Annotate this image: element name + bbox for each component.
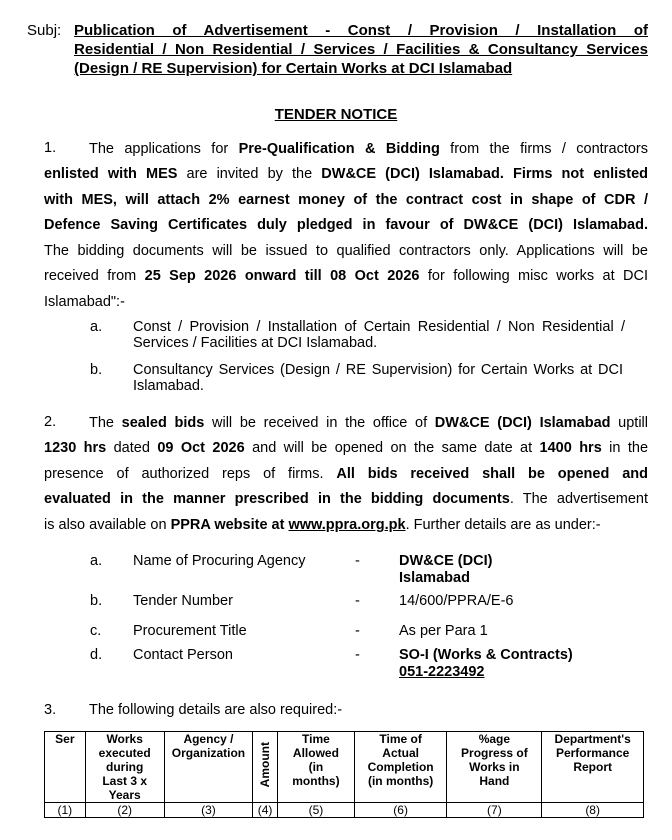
para3-number: 3. <box>44 702 57 718</box>
para1-item-a: Const / Provision / Installation of Certain Residential / Non Residential / Services / Facilities at DCI Islamabad. <box>133 319 625 351</box>
table-number-row <box>45 803 644 818</box>
detail-a-dash: - <box>355 553 360 569</box>
col-number: (7) <box>447 803 542 818</box>
detail-d-letter: d. <box>90 647 103 663</box>
header-agency: Agency / Organization <box>164 732 252 803</box>
col-number: (4) <box>253 803 278 818</box>
detail-d-value: SO-I (Works & Contracts) 051-2223492 <box>399 647 573 680</box>
para2-line-1: The sealed bids will be received in the office of DW&CE (DCI) Islamabad uptill <box>89 415 649 431</box>
para2-line-2: 1230 hrs dated 09 Oct 2026 and will be opened on the same date at 1400 hrs in the <box>44 440 649 456</box>
col-number: (5) <box>278 803 355 818</box>
para1-line-7: Islamabad":- <box>44 294 125 310</box>
header-performance-report: Department's Performance Report <box>542 732 644 803</box>
subject-line-2: Residential / Non Residential / Services / Facilities & Consultancy Services <box>74 41 648 58</box>
para2-number: 2. <box>44 414 57 430</box>
para2-line-3: presence of authorized reps of firms. All bids received shall be opened and <box>44 466 648 482</box>
detail-c-letter: c. <box>90 623 102 639</box>
para3-text: The following details are also required:- <box>89 702 343 718</box>
para1-item-b-letter: b. <box>90 362 103 378</box>
detail-a-label: Name of Procuring Agency <box>133 553 306 569</box>
detail-c-label: Procurement Title <box>133 623 247 639</box>
contact-phone: 051-2223492 <box>399 664 485 680</box>
para1-line-1: The applications for Pre-Qualification & Bidding from the firms / contractors <box>89 141 648 157</box>
para1-number: 1. <box>44 140 57 156</box>
header-time-allowed: Time Allowed (in months) <box>278 732 355 803</box>
col-number: (1) <box>45 803 86 818</box>
para2-line-5: is also available on PPRA website at www.ppra.org.pk. Further details are as under:- <box>44 517 601 533</box>
detail-a-letter: a. <box>90 553 103 569</box>
para1-line-5: The bidding documents will be issued to qualified contractors only. Applications will be <box>44 243 648 259</box>
header-amount: Amount <box>253 732 278 803</box>
page-title: TENDER NOTICE <box>274 106 398 123</box>
detail-b-value: 14/600/PPRA/E-6 <box>399 593 514 609</box>
detail-b-letter: b. <box>90 593 103 609</box>
para1-line-6: received from 25 Sep 2026 onward till 08 Oct 2026 for following misc works at DCI <box>44 268 648 284</box>
para1-line-4: Defence Saving Certificates duly pledged in favour of DW&CE (DCI) Islamabad. <box>44 217 648 233</box>
header-actual-completion: Time of Actual Completion (in months) <box>354 732 447 803</box>
para1-item-a-letter: a. <box>90 319 103 335</box>
header-progress: %age Progress of Works in Hand <box>447 732 542 803</box>
subject-label: Subj: <box>27 22 62 39</box>
subject-line-1: Publication of Advertisement - Const / Provision / Installation of <box>74 22 648 39</box>
requirements-table <box>44 731 644 818</box>
detail-b-label: Tender Number <box>133 593 233 609</box>
detail-d-dash: - <box>355 647 360 663</box>
header-works-executed: Works executed during Last 3 x Years <box>85 732 164 803</box>
col-number: (6) <box>354 803 447 818</box>
para1-item-b: Consultancy Services (Design / RE Supervision) for Certain Works at DCI Islamabad. <box>133 362 623 394</box>
header-ser: Ser <box>45 732 86 803</box>
para2-line-4: evaluated in the manner prescribed in the bidding documents. The advertisement <box>44 491 648 507</box>
detail-d-label: Contact Person <box>133 647 233 663</box>
col-number: (8) <box>542 803 644 818</box>
col-number: (3) <box>164 803 252 818</box>
para1-line-3: with MES, will attach 2% earnest money of the contract cost in shape of CDR / <box>44 192 648 208</box>
detail-b-dash: - <box>355 593 360 609</box>
col-number: (2) <box>85 803 164 818</box>
detail-c-value: As per Para 1 <box>399 623 488 639</box>
para1-line-2: enlisted with MES are invited by the DW&CE (DCI) Islamabad. Firms not enlisted <box>44 166 648 182</box>
ppra-website-link[interactable]: www.ppra.org.pk <box>288 517 406 533</box>
detail-c-dash: - <box>355 623 360 639</box>
detail-a-value: DW&CE (DCI) Islamabad <box>399 553 493 586</box>
table-header-row <box>45 732 644 803</box>
subject-line-3: (Design / RE Supervision) for Certain Works at DCI Islamabad <box>74 60 513 77</box>
